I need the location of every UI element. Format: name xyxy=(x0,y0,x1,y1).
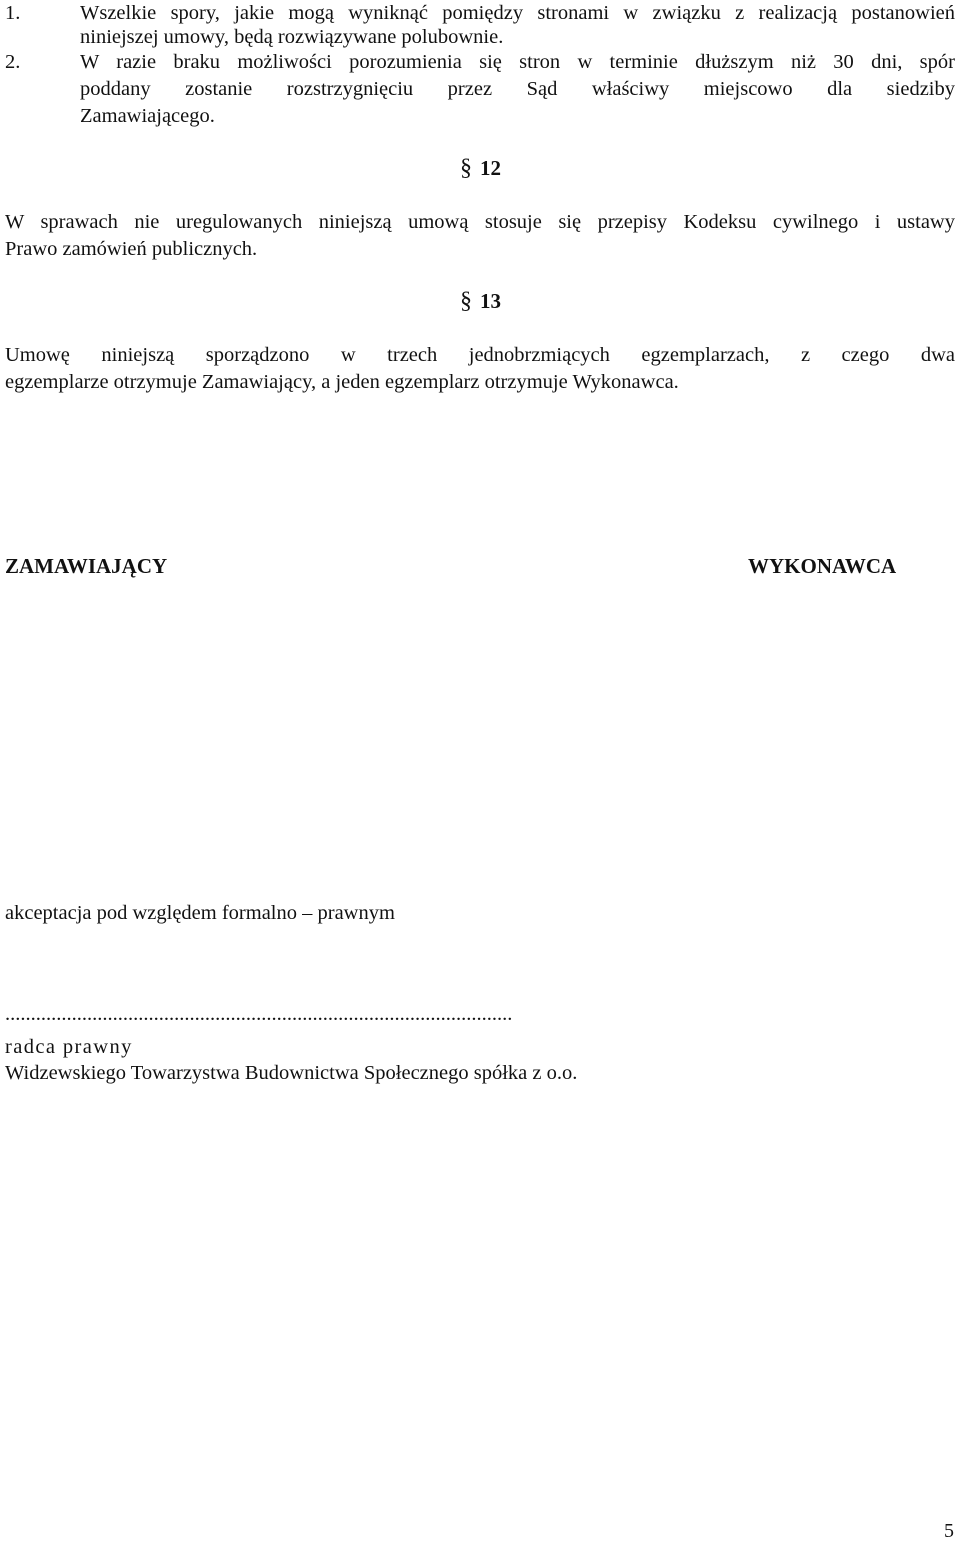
list-item-2-number: 2. xyxy=(5,51,21,73)
section-12-heading xyxy=(460,155,501,182)
signature-zamawiajacy: ZAMAWIAJĄCY xyxy=(5,554,168,578)
acceptance-role: radca prawny xyxy=(5,1036,133,1058)
section-12-line-1: W sprawach nie uregulowanych niniejszą umową stosuje się przepisy Kodeksu cywilnego i ustawy xyxy=(5,211,955,233)
section-symbol: § xyxy=(460,155,472,181)
acceptance-organization: Widzewskiego Towarzystwa Budownictwa Społecznego spółka z o.o. xyxy=(5,1062,578,1084)
list-item-2-line-3: Zamawiającego. xyxy=(80,105,215,127)
list-item-1-line-2: niniejszej umowy, będą rozwiązywane polubownie. xyxy=(80,26,504,48)
page-number: 5 xyxy=(944,1520,954,1542)
section-13-number: 13 xyxy=(480,289,501,313)
list-item-2-line-2: poddany zostanie rozstrzygnięciu przez Sąd właściwy miejscowo dla siedziby xyxy=(80,78,955,100)
section-13-line-2: egzemplarze otrzymuje Zamawiający, a jeden egzemplarz otrzymuje Wykonawca. xyxy=(5,371,679,393)
acceptance-label: akceptacja pod względem formalno – prawnym xyxy=(5,902,395,924)
signature-wykonawca: WYKONAWCA xyxy=(748,554,897,578)
section-12-number: 12 xyxy=(480,156,501,180)
section-13-line-1: Umowę niniejszą sporządzono w trzech jednobrzmiących egzemplarzach, z czego dwa xyxy=(5,344,955,366)
list-item-2-line-1: W razie braku możliwości porozumienia się stron w terminie dłuższym niż 30 dni, spór xyxy=(80,51,955,73)
section-symbol: § xyxy=(460,288,472,314)
section-12-line-2: Prawo zamówień publicznych. xyxy=(5,238,258,260)
list-item-1-line-1: Wszelkie spory, jakie mogą wyniknąć pomiędzy stronami w związku z realizacją postanowień xyxy=(80,2,955,24)
list-item-1-number: 1. xyxy=(5,2,21,24)
section-13-heading xyxy=(460,288,501,315)
signature-dotted-line: ................................................................................................... xyxy=(5,1005,513,1023)
